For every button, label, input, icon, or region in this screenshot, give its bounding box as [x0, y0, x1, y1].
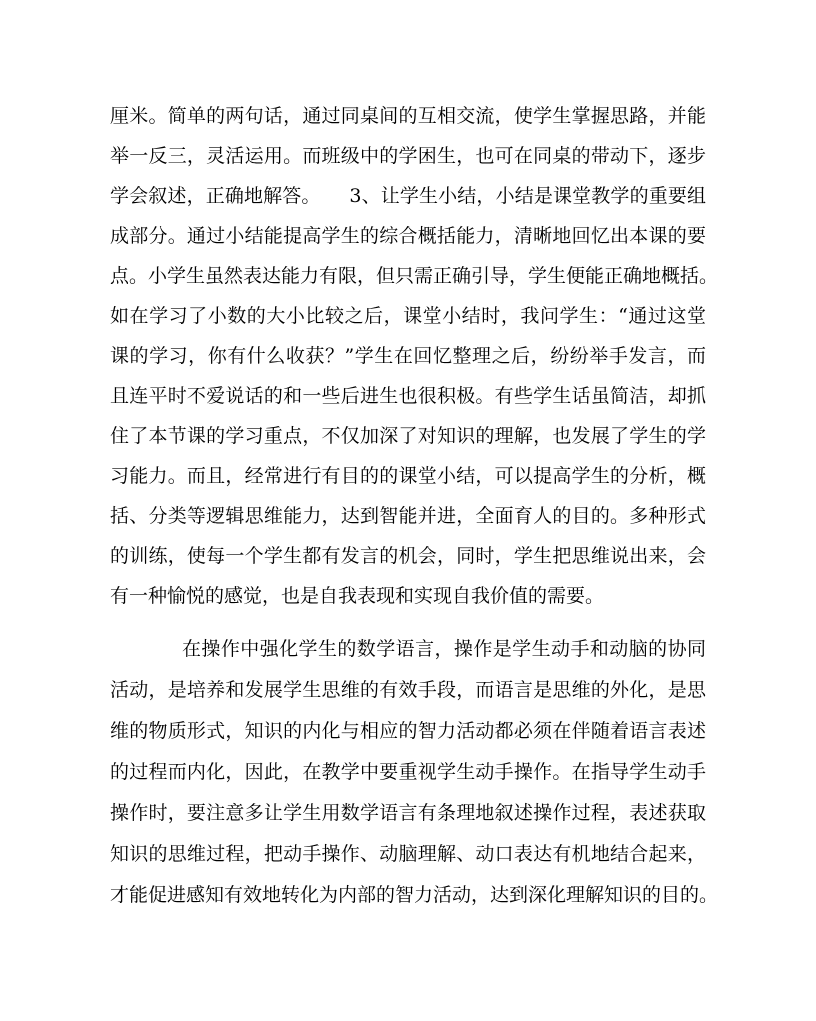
text-line: 如在学习了小数的大小比较之后，课堂小结时，我问学生：“通过这堂: [110, 305, 706, 327]
text-line: 学会叙述，正确地解答。 3、让学生小结，小结是课堂教学的重要组: [110, 185, 706, 207]
text-line: 成部分。通过小结能提高学生的综合概括能力，清晰地回忆出本课的要: [110, 225, 706, 247]
text-line: 维的物质形式，知识的内化与相应的智力活动都必须在伴随着语言表述: [110, 720, 706, 742]
text-line: 有一种愉悦的感觉，也是自我表现和实现自我价值的需要。: [110, 585, 605, 607]
text-line: 括、分类等逻辑思维能力，达到智能并进，全面育人的目的。多种形式: [110, 505, 706, 527]
text-line: 且连平时不爱说话的和一些后进生也很积极。有些学生话虽简洁，却抓: [110, 385, 706, 407]
text-line: 知识的思维过程，把动手操作、动脑理解、动口表达有机地结合起来，: [110, 843, 706, 865]
text-line: 活动，是培养和发展学生思维的有效手段，而语言是思维的外化，是思: [110, 679, 706, 701]
text-line: 习能力。而且，经常进行有目的的课堂小结，可以提高学生的分析，概: [110, 465, 706, 487]
text-line: 操作时，要注意多让学生用数学语言有条理地叙述操作过程，表述获取: [110, 802, 706, 824]
text-line: 点。小学生虽然表达能力有限，但只需正确引导，学生便能正确地概括。: [110, 265, 719, 287]
text-line: 的过程而内化，因此，在教学中要重视学生动手操作。在指导学生动手: [110, 761, 706, 783]
text-line: 的训练，使每一个学生都有发言的机会，同时，学生把思维说出来，会: [110, 545, 706, 567]
text-line: 举一反三，灵活运用。而班级中的学困生，也可在同桌的带动下，逐步: [110, 145, 706, 167]
text-line: 住了本节课的学习重点，不仅加深了对知识的理解，也发展了学生的学: [110, 425, 706, 447]
text-line: 厘米。简单的两句话，通过同桌间的互相交流，使学生掌握思路，并能: [110, 105, 706, 127]
text-line: 在操作中强化学生的数学语言，操作是学生动手和动脑的协同: [182, 638, 706, 660]
text-line: 才能促进感知有效地转化为内部的智力活动，达到深化理解知识的目的。: [110, 884, 719, 906]
text-line: 课的学习，你有什么收获？”学生在回忆整理之后，纷纷举手发言，而: [110, 345, 706, 367]
